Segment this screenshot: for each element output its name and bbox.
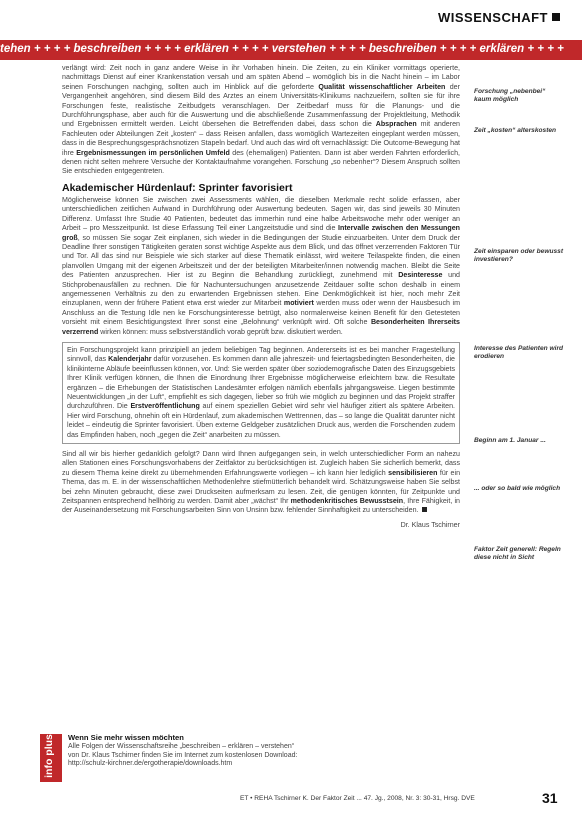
ribbon-text: tehen + + + + beschreiben + + + + erklären + + + + verstehen + + + + beschreiben + + + + erklären + + + + bbox=[0, 43, 564, 55]
bold-run: methodenkritisches Bewusstsein bbox=[290, 497, 404, 506]
bold-run: Intervalle zwischen den Messungen groß bbox=[62, 224, 461, 242]
bold-run: Ergebnismessungen im persönlichen Umfeld bbox=[76, 148, 230, 157]
text-run: Sind all wir bis hierher gedanklich gefolgt? Dann wird Ihnen aufgegangen sein, in welch unterschiedlicher Form an nahezu allen Stationen eines Forschungsvorhabens der Zeitfaktor zu berücksichtigen ist. Zugleich haben Sie sicherlich bemerkt, dass zu diesem Thema keine direkt zu übernehmenden Erfahrungswerte vorliegen – ich kann hier lediglich bbox=[62, 450, 460, 477]
end-mark bbox=[422, 507, 427, 512]
text-run: verlängt wird: Zeit noch in ganz andere Weise in ihr Vorhaben hinein. Die Zeiten, zu ein Kliniker vormittags operierte, nachmittags Dienst auf einer Krankenstation versah und am späten Abend – womöglich bis in die Nacht hinein – im Labor seinen Forschungen nachging, sollten auch im Hinblick auf die geforderte bbox=[62, 64, 460, 91]
text-run: auf einem speziellen Gebiet wird sehr viel häufiger zitiert als spätere Arbeiten. Hier wird Forschung, ohnehin oft ein Hürdenlauf, zum akademischen Wettrennen, das – so lange die Qualität darunter nicht leidet – eindeutig die Sprinter favorisiert. Üben externe Geldgeber zusätzlichen Druck aus, werden die Forschenden zudem das Empfinden haben, noch „gegen die Zeit“ anarbeiten zu müssen. bbox=[67, 402, 455, 439]
topic-ribbon bbox=[0, 40, 582, 60]
bold-run: Absprachen bbox=[375, 120, 417, 129]
info-line: von Dr. Klaus Tschirner finden Sie im Internet zum kostenlosen Download: bbox=[68, 751, 298, 759]
margin-note: Beginn am 1. Januar ... bbox=[474, 437, 546, 444]
highlight-box bbox=[62, 342, 460, 444]
text-run: für ein Thema, das m. E. in der wissenschaftlichen Methodenlehre stiefmütterlich behandelt wird. Schätzungsweise haben Sie selbst bei zehn Minuten gebraucht, diese zwei Druckseiten aufmerksam zu lesen. Zeit, die genügen könnten, für Zeitpunkte und Zeitspannen entsprechend hellhörig zu werden. Damit aber „wächst“ Ihr bbox=[62, 468, 461, 506]
bold-run: Kalenderjahr bbox=[108, 355, 152, 364]
text-run: , Ihre Fähigkeit, in der Auseinandersetzung mit Forschungsarbeiten Sinn von Unsinn bzw. fehlender Sinnhaftigkeit zu unterscheiden. bbox=[62, 497, 460, 515]
article-body bbox=[62, 64, 460, 535]
text-run: , so müssen Sie sogar Zeit einplanen, sich wieder in die Bedingungen der Studie einzuarbeiten. Unter dem Druck der Deadline Ihrer sonstigen Tätigkeiten geraten sonst wichtige Aspekte aus dem Blick, und das öffnet verzerrenden Faktoren Tür und Tor. All das sind nur Beispiele wie sich starker auf diese Thematik einlässt, wird weitere Teilaspekte finden, die einen planvollen Umgang mit der eigenen Arbeitszeit und der der beteiligten Mitarbeiter/innen notwendig machen. Bleibt die Seite des Patienten anzusprechen. Hier ist zu Beginn die Behandlung zurückliegt, zunehmend mit bbox=[62, 233, 460, 280]
margin-note: Zeit „kosten“ alterskosten bbox=[474, 127, 557, 134]
bold-run: Erstveröffentlichung bbox=[130, 402, 200, 411]
bold-run: sensibilisieren bbox=[388, 468, 438, 477]
margin-note: Forschung „nebenbei“ kaum möglich bbox=[474, 88, 546, 104]
page-number: 31 bbox=[542, 790, 558, 806]
info-tab-label: info plus bbox=[42, 734, 55, 778]
section-label: WISSENSCHAFT bbox=[438, 10, 548, 25]
margin-note: Interesse des Patienten wird erodieren bbox=[474, 345, 564, 361]
bold-run: Desinteresse bbox=[398, 271, 443, 280]
bold-run: Qualität wissenschaftlicher Arbeiten bbox=[318, 82, 446, 91]
author-name: Dr. Klaus Tschirner bbox=[400, 520, 460, 529]
text-run: dafür vorzusehen. Es kommen dann alle jahreszeit- und feiertagsbedingten Besonderheiten, die klinikinterne Abläufe beeinflussen können, vor. Und: Sie werden später über soziodemografische Daten des Einzugsgebiets Ihrer Klinik verfügen können, die Ihnen die Einordnung Ihrer Ergebnisse möglicherweise erleichtern bzw. die Resultate ergänzen – die Erhebungen der Statistischen Landesämter erfolgen nämlich ebenfalls jahrgangsweise. Liegen bestimmte Neuentwicklungen „in der Luft“, empfiehlt es sich dagegen, lieber so früh wie möglich zu beginnen und das Projekt straffer durchzuführen. Die bbox=[67, 355, 455, 411]
info-line: Alle Folgen der Wissenschaftsreihe „beschreiben – erklären – verstehen“ bbox=[68, 742, 295, 750]
text-run: Ein Forschungsprojekt kann prinzipiell an jedem beliebigen Tag beginnen. Andererseits ist es bei mancher Fragestellung sinnvoll, das bbox=[67, 345, 455, 364]
text-run: wirken können: muss selbstverständlich vorab geprüft bzw. diskutiert werden. bbox=[98, 327, 343, 336]
bold-run: motiviert bbox=[283, 299, 314, 308]
text-run: des (ehemaligen) Patienten. Dann ist aber werden Fahrten erforderlich, denen nicht selten mehrere Versuche der Kontaktaufnahme vorangehen. Forschung „so nebenher“? Diesem Anspruch sollten Sie entschieden entgegentreten. bbox=[62, 148, 460, 176]
text-run: und Stichprobenausfällen zu rechnen. Die für Nachuntersuchungen anzusetzende Zeitdauer sollte schon deshalb in einem angemessenen Verhältnis zu den zu erwartenden Ergebnissen stehen. Eine Denkmöglichkeit ist hier, noch mehr Zeit einzuplanen, wenn der frühere Patient etwa erst wieder zur Mitarbeit bbox=[62, 271, 460, 308]
info-plus-box bbox=[40, 734, 385, 782]
paragraph-1 bbox=[62, 64, 460, 177]
margin-note: Zeit einsparen oder bewusst investieren? bbox=[474, 248, 564, 264]
paragraph-2 bbox=[62, 196, 460, 337]
text-run: der Vergangenheit angehören, sind diesem Bild des Arztes an einem Universitäts-Klinikums nachzueifern, sollten sie für ihre Forschungen feste, realistische Zeitbudgets veranschlagen. Der Zeitbedarf muss für die Planungs- und die Durchführungsphase, aber auch für die Auswertung und die abschließende Zusammenfassung der Projektleitung, Methodik und Ergebnissen ermittelt werden. Leicht übersehen die Betreffenden dabei, dass schon die bbox=[62, 82, 460, 129]
paragraph-3 bbox=[62, 450, 460, 516]
margin-note: Faktor Zeit generell: Regeln diese nicht in Sicht bbox=[474, 546, 561, 562]
info-heading: Wenn Sie mehr wissen möchten bbox=[68, 733, 184, 742]
download-link[interactable]: http://schulz-kirchner.de/ergotherapie/downloads.htm bbox=[68, 760, 233, 768]
margin-note: ... oder so bald wie möglich bbox=[474, 485, 561, 492]
text-run: Möglicherweise können Sie zwischen zwei Assessments wählen, die dieselben Merkmale recht solide erfassen, aber unterschiedlichen zeitlichen Aufwand in Durchführung oder Auswertung bedeuten. Sagen wir, das sind jeweils 30 Minuten Differenz. Umfasst Ihre Studie 40 Patienten, bedeutet das immerhin rund eine halbe Arbeitswoche mehr oder weniger an Arbeit – pro Messzeitpunkt. Ist diese Erfassung Teil einer Langzeitstudie und sind die bbox=[62, 195, 460, 233]
info-body bbox=[68, 734, 383, 769]
text-run: werden muss oder wenn der Hausbesuch im Anschluss an die Testung Idle nen ke Forschungsinteresse betrügt, also normalerweise keinen Benefit für den Getesteten vorsieht mit einem Besichtigungstext Ihrer sonst eine „Belohnung“ verknüpft wird. Oft solche bbox=[62, 299, 460, 327]
text-run: mit anderen Fachleuten oder Abteilungen Zeit „kosten“ – dass Reisen anfallen, dass womöglich Wartezeiten eingeplant werden müssen, dass in die Besprechungsgesprächsnotizen Stapeln bedarf. Und auch das wird oft vernachlässigt: Die Outcome-Bewegung hat ihre bbox=[62, 120, 460, 157]
footer-citation: ET • REHA Tschirner K. Der Faktor Zeit ... 47. Jg., 2008, Nr. 3: 30-31, Hrsg. DVE bbox=[240, 795, 475, 802]
bold-run: Besonderheiten Ihrerseits verzerrend bbox=[62, 318, 460, 336]
section-square bbox=[552, 13, 560, 21]
subheading: Akademischer Hürdenlauf: Sprinter favorisiert bbox=[62, 181, 293, 194]
info-tab bbox=[40, 734, 62, 782]
